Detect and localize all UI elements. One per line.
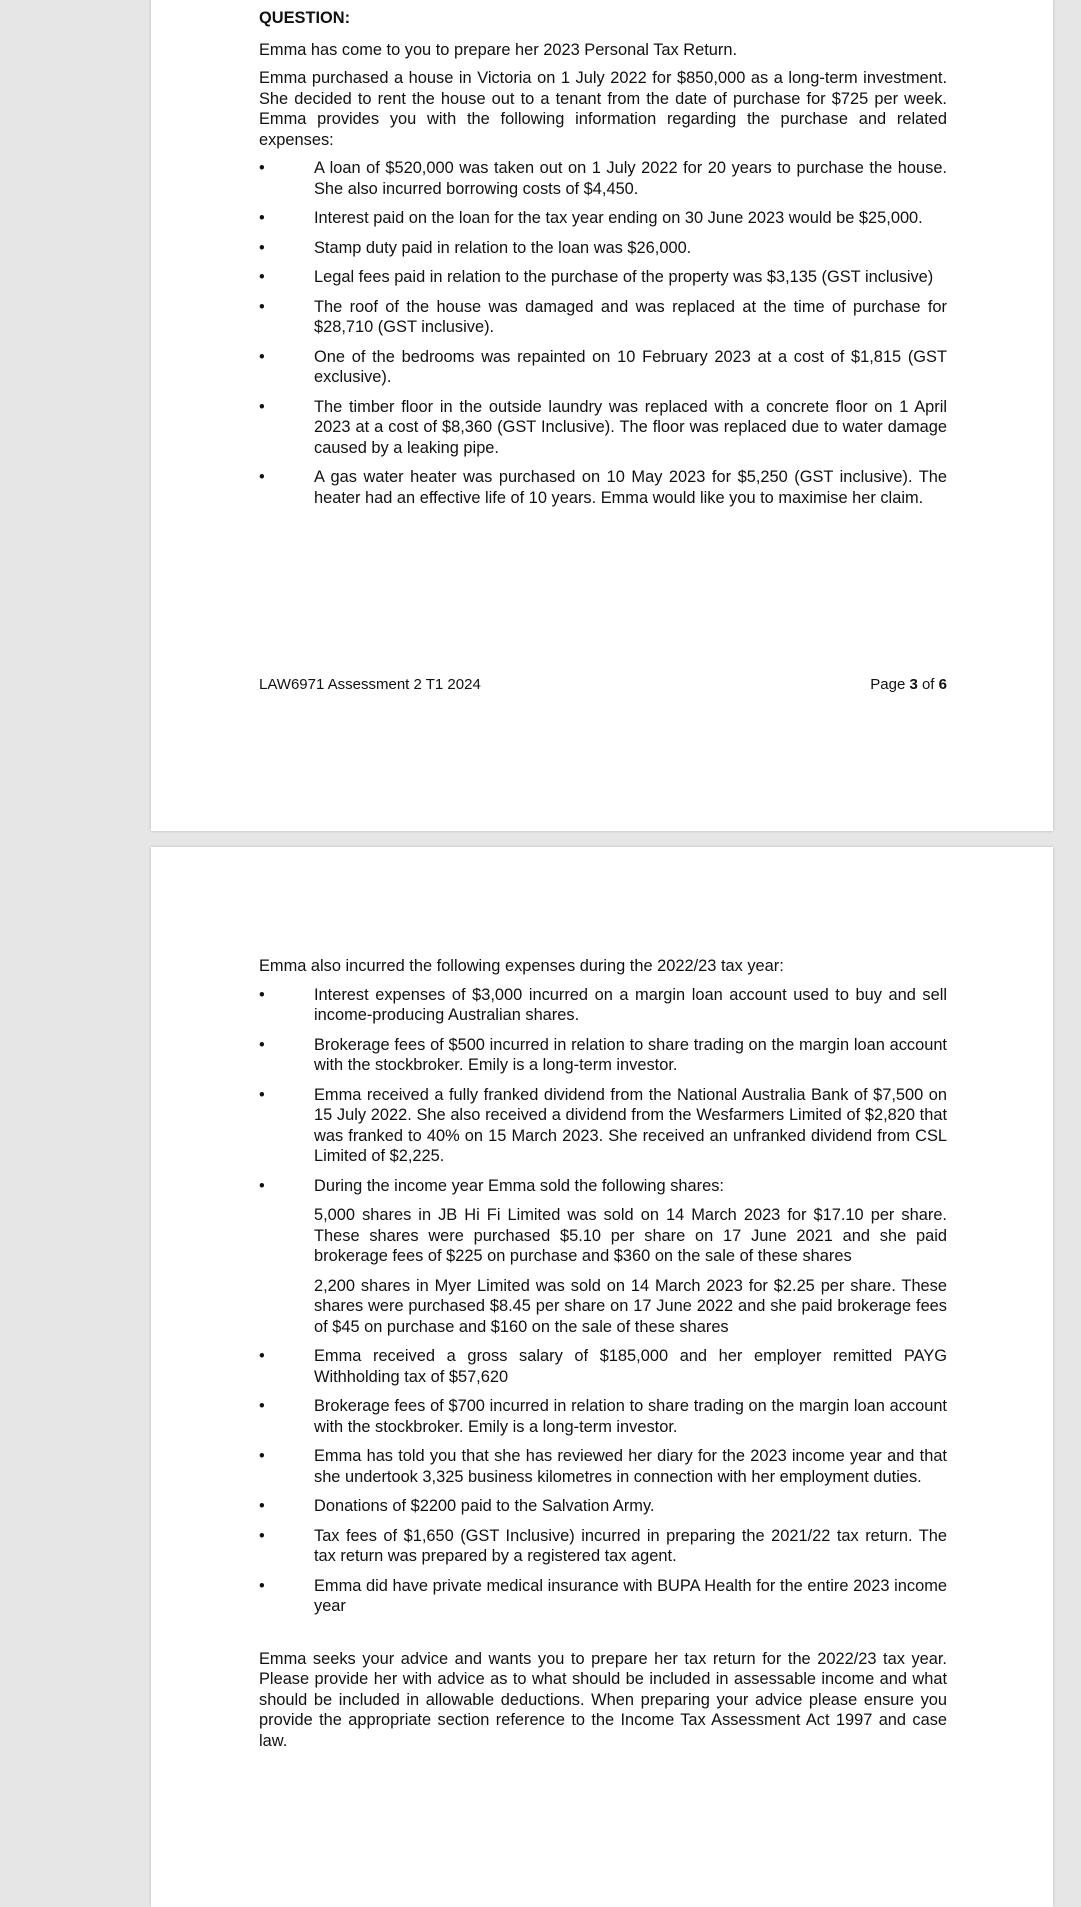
bullet-icon: • (259, 1397, 265, 1415)
list-item: • Emma received a gross salary of $185,000 and her employer remitted PAYG Withholding tax of $57,620 (259, 1347, 947, 1386)
list-item: • During the income year Emma sold the following shares: (259, 1176, 724, 1195)
footer-page-number: Page 3 of 6 (870, 676, 947, 693)
list-item: • Tax fees of $1,650 (GST Inclusive) incurred in preparing the 2021/22 tax return. The tax return was prepared by a registered tax agent. (259, 1526, 947, 1565)
list-item: • Emma did have private medical insurance with BUPA Health for the entire 2023 income year (259, 1576, 947, 1615)
expenses-intro: Emma also incurred the following expenses during the 2022/23 tax year: (259, 957, 784, 975)
document-page-3 (151, 0, 1053, 831)
expense-list (259, 985, 947, 1197)
question-heading: QUESTION: (259, 9, 351, 27)
bullet-icon: • (259, 1085, 265, 1104)
bullet-icon: • (259, 268, 265, 286)
bullet-icon: • (259, 468, 265, 486)
list-item: • Interest expenses of $3,000 incurred on a margin loan account used to buy and sell income-producing Australian shares. (259, 985, 947, 1024)
share-sale-jbhifi: 5,000 shares in JB Hi Fi Limited was sold on 14 March 2023 for $17.10 per share. These shares were purchased $5.10 per share on 17 June 2021 and she paid brokerage fees of $225 on purchase and $360 on the sale of these shares (314, 1206, 947, 1265)
document-page-4 (151, 847, 1053, 1907)
page-footer (259, 676, 947, 693)
bullet-icon: • (259, 209, 265, 227)
bullet-icon: • (259, 159, 265, 177)
bullet-icon: • (259, 347, 265, 366)
bullet-icon: • (259, 1497, 265, 1515)
bullet-icon: • (259, 1176, 265, 1195)
list-item: • The timber floor in the outside laundry was replaced with a concrete floor on 1 April 2023 at a cost of $8,360 (GST Inclusive). The floor was replaced due to water damage caused by a leaking pipe. (259, 397, 947, 457)
list-item: • One of the bedrooms was repainted on 10 February 2023 at a cost of $1,815 (GST exclusive). (259, 347, 947, 386)
list-item: • Emma received a fully franked dividend from the National Australia Bank of $7,500 on 15 July 2022. She also received a dividend from the Wesfarmers Limited of $2,820 that was franked to 40% on 15 March 2023. She received an unfranked dividend from CSL Limited of $2,225. (259, 1085, 947, 1165)
bullet-icon: • (259, 1347, 265, 1365)
intro-paragraph: Emma has come to you to prepare her 2023 Personal Tax Return. (259, 40, 738, 59)
bullet-icon: • (259, 238, 265, 257)
list-item: • Brokerage fees of $500 incurred in relation to share trading on the margin loan account with the stockbroker. Emily is a long-term investor. (259, 1035, 947, 1074)
list-item: • Stamp duty paid in relation to the loan was $26,000. (259, 238, 692, 257)
list-item: • Donations of $2200 paid to the Salvation Army. (259, 1497, 655, 1515)
list-item: • Emma has told you that she has reviewed her diary for the 2023 income year and that she undertook 3,325 business kilometres in connection with her employment duties. (259, 1447, 947, 1486)
house-expense-list (259, 158, 947, 508)
house-purchase-paragraph: Emma purchased a house in Victoria on 1 July 2022 for $850,000 as a long-term investment. She decided to rent the house out to a tenant from the date of purchase for $725 per week. Emma provides you with the following information regarding the purchase and related expenses: (259, 69, 947, 149)
bullet-icon: • (259, 1447, 265, 1465)
share-sale-myer: 2,200 shares in Myer Limited was sold on 14 March 2023 for $2.25 per share. These shares were purchased $8.45 per share on 17 June 2022 and she paid brokerage fees of $45 on purchase and $160 on the sale of these shares (314, 1276, 947, 1336)
list-item: • A loan of $520,000 was taken out on 1 July 2022 for 20 years to purchase the house. She also incurred borrowing costs of $4,450. (259, 159, 947, 198)
footer-course-code: LAW6971 Assessment 2 T1 2024 (259, 676, 481, 693)
list-item: • Legal fees paid in relation to the purchase of the property was $3,135 (GST inclusive) (259, 268, 934, 286)
list-item: • Brokerage fees of $700 incurred in relation to share trading on the margin loan account with the stockbroker. Emily is a long-term investor. (259, 1397, 947, 1436)
page-3-content (259, 8, 947, 517)
closing-paragraph: Emma seeks your advice and wants you to prepare her tax return for the 2022/23 tax year. Please provide her with advice as to what should be included in assessable income and what should be included in allowable deductions. When preparing your advice please ensure you provide the appropriate section reference to the Income Tax Assessment Act 1997 and case law. (259, 1649, 947, 1750)
expense-list-continued (259, 1346, 947, 1617)
bullet-icon: • (259, 1526, 265, 1545)
list-item: • The roof of the house was damaged and was replaced at the time of purchase for $28,710 (GST inclusive). (259, 297, 947, 336)
bullet-icon: • (259, 985, 265, 1004)
bullet-icon: • (259, 397, 265, 416)
list-item: • Interest paid on the loan for the tax year ending on 30 June 2023 would be $25,000. (259, 209, 923, 227)
bullet-icon: • (259, 1576, 265, 1595)
bullet-icon: • (259, 1035, 265, 1054)
page-4-content (259, 956, 947, 1759)
bullet-icon: • (259, 297, 265, 316)
list-item: • A gas water heater was purchased on 10 May 2023 for $5,250 (GST inclusive). The heater had an effective life of 10 years. Emma would like you to maximise her claim. (259, 468, 947, 507)
